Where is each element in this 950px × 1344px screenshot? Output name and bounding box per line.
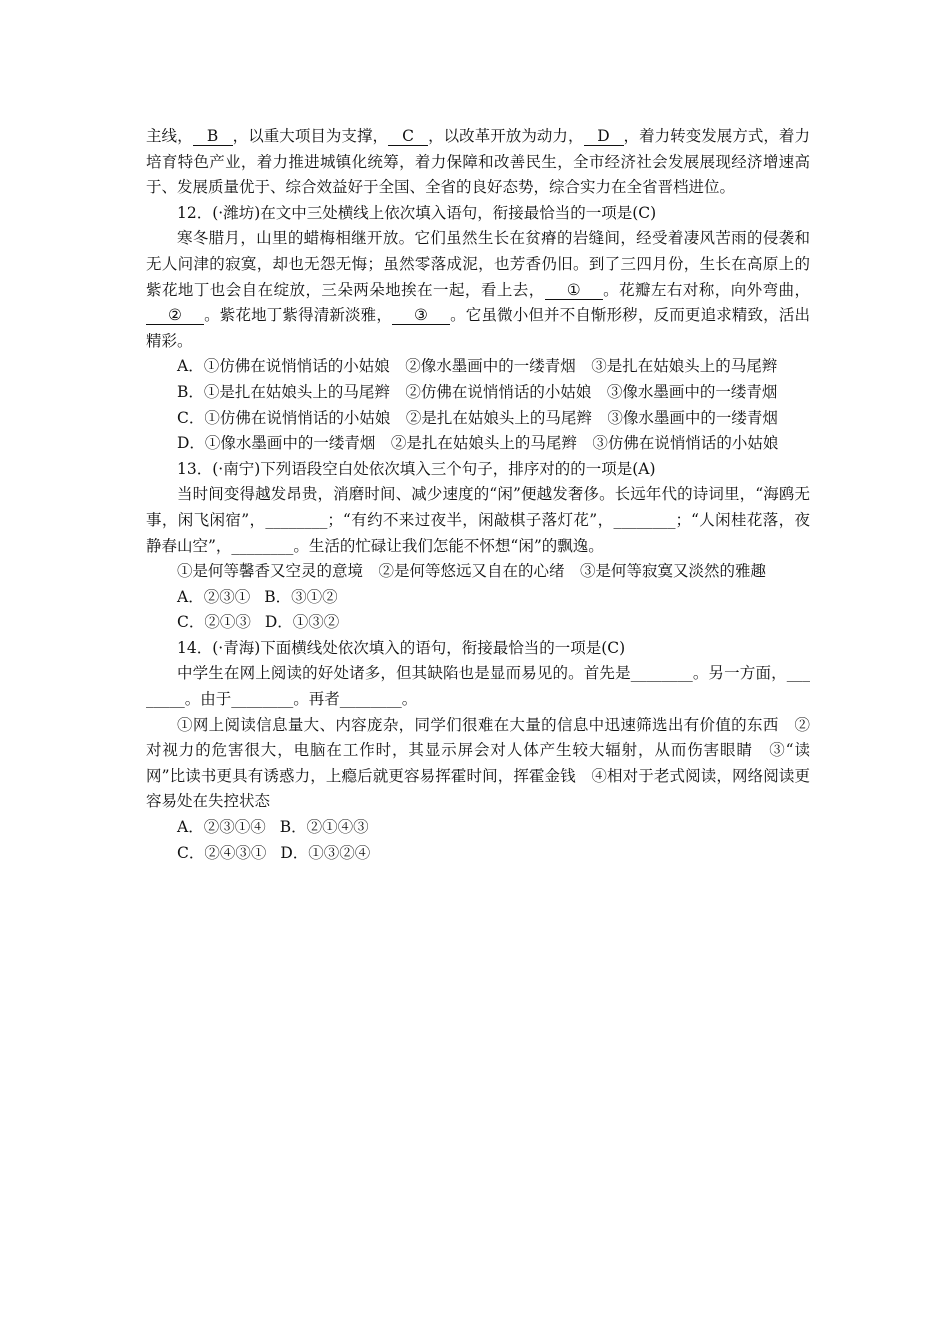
q13-option-a: A．②③① xyxy=(177,587,251,606)
q12-passage-text-4: 。它虽微小但并不自惭形秽，反而更追求精致，活出精彩。 xyxy=(146,306,810,350)
intro-paragraph xyxy=(146,124,810,201)
blank-b: B xyxy=(193,127,233,146)
q12-option-a: A．①仿佛在说悄悄话的小姑娘 ②像水墨画中的一缕青烟 ③是扎在姑娘头上的马尾辫 xyxy=(177,357,778,376)
blank-c: C xyxy=(388,127,428,146)
q12-passage-text-2: 。花瓣左右对称，向外弯曲， xyxy=(602,280,810,299)
q12-option-d: D．①像水墨画中的一缕青烟 ②是扎在姑娘头上的马尾辫 ③仿佛在说悄悄话的小姑娘 xyxy=(177,434,779,453)
intro-text-2: ，以重大项目为支撑， xyxy=(232,127,389,145)
q13-option-c: C．②①③ xyxy=(177,613,251,632)
q12-passage-text-3: 。紫花地丁紫得清新淡雅， xyxy=(204,306,392,325)
q14-option-c: C．②④③① xyxy=(177,843,267,862)
q13-passage: 当时间变得越发昂贵，消磨时间、减少速度的“闲”便越发奢侈。长远年代的诗词里，“海鸥无事，闲飞闲宿”，________；“有约不来过夜半，闲敲棋子落灯花”，________；“人闲桂花落，夜静春山空”，________。生活的忙碌让我们怎能不怀想“闲”的飘逸。 xyxy=(146,485,810,555)
intro-text-3: ，以改革开放为动力， xyxy=(428,127,584,145)
q13-stem: 13．(·南宁)下列语段空白处依次填入三个句子，排序对的的一项是(A) xyxy=(177,459,656,478)
q12-stem: 12．(·潍坊)在文中三处横线上依次填入语句，衔接最恰当的一项是(C) xyxy=(177,203,657,222)
intro-text-1: 主线， xyxy=(146,127,193,145)
q14-passage: 中学生在网上阅读的好处诸多，但其缺陷也是显而易见的。首先是________。另一方面，________。由于________。再者________。 xyxy=(146,664,810,709)
q13-option-d: D．①③② xyxy=(264,613,340,632)
q13-options-row-2 xyxy=(146,610,810,636)
q12-blank-1: ① xyxy=(545,281,603,300)
q14-option-a: A．②③①④ xyxy=(177,818,266,837)
q12-option-b: B．①是扎在姑娘头上的马尾辫 ②仿佛在说悄悄话的小姑娘 ③像水墨画中的一缕青烟 xyxy=(177,382,778,401)
q14-option-b: B．②①④③ xyxy=(279,818,369,837)
q12-passage xyxy=(146,226,810,354)
q13-option-b: B．③①② xyxy=(264,587,338,606)
q14-option-d: D．①③②④ xyxy=(280,843,371,862)
q12-option-c: C．①仿佛在说悄悄话的小姑娘 ②是扎在姑娘头上的马尾辫 ③像水墨画中的一缕青烟 xyxy=(177,408,778,427)
blank-d: D xyxy=(584,127,624,146)
q13-options-row-1 xyxy=(146,585,810,611)
q14-items: ①网上阅读信息量大、内容庞杂，同学们很难在大量的信息中迅速筛选出有价值的东西 ②对视力的危害很大，电脑在工作时，其显示屏会对人体产生较大辐射，从而伤害眼睛 ③“读网”比读书更具有诱惑力，上瘾后就更容易挥霍时间，挥霍金钱 ④相对于老式阅读，网络阅读更容易处在失控状态 xyxy=(146,715,810,811)
q14-stem: 14．(·青海)下面横线处依次填入的语句，衔接最恰当的一项是(C) xyxy=(177,638,626,657)
q12-passage-text-1: 寒冬腊月，山里的蜡梅相继开放。它们虽然生长在贫瘠的岩缝间，经受着凄风苦雨的侵袭和无人问津的寂寞，却也无怨无悔；虽然零落成泥，也芳香仍旧。到了三四月份，生长在高原上的紫花地丁也会自在绽放，三朵两朵地挨在一起，看上去， xyxy=(146,229,810,299)
q12-blank-2: ② xyxy=(146,306,204,325)
q14-options-row-2 xyxy=(146,841,810,867)
document-page xyxy=(146,124,810,866)
intro-text-4: ，着力转变发展方式，着力培育特色产业，着力推进城镇化统筹，着力保障和改善民生，全市经济社会发展展现经济增速高于、发展质量优于、综合效益好于全国、全省的良好态势，综合实力在全省晋档进位。 xyxy=(146,127,810,197)
q12-blank-3: ③ xyxy=(392,306,450,325)
q14-options-row-1 xyxy=(146,815,810,841)
q13-items: ①是何等馨香又空灵的意境 ②是何等悠远又自在的心绪 ③是何等寂寞又淡然的雅趣 xyxy=(177,562,767,581)
